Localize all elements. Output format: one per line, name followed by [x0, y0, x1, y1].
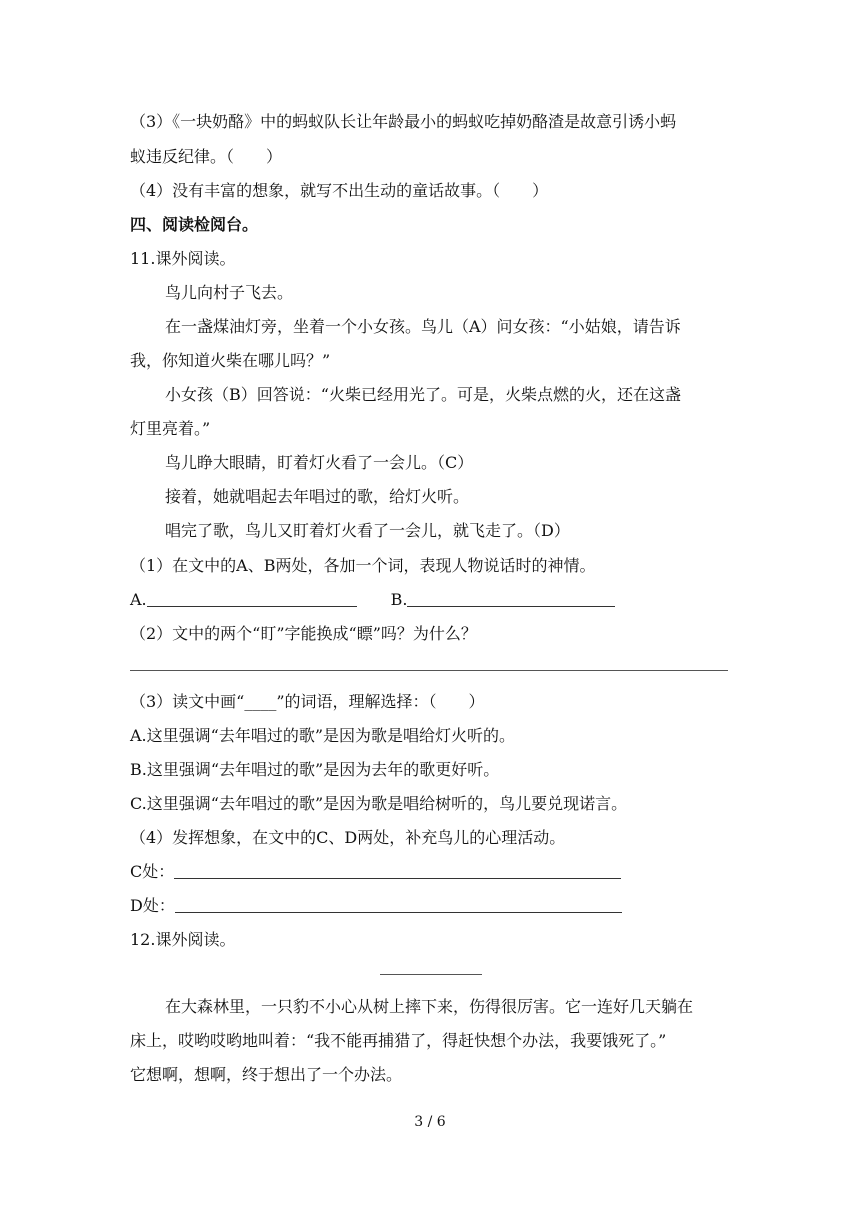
answer-line-D	[130, 896, 622, 916]
answer-blank-A[interactable]	[147, 590, 357, 607]
passage-12-line-3: 它想啊，想啊，终于想出了一个办法。	[130, 1065, 403, 1084]
page-number: 3 / 6	[414, 1114, 446, 1130]
answer-label-B: B.	[390, 590, 408, 609]
answer-label-A: A.	[130, 590, 147, 609]
question-3-3-line-1: （3）《一块奶酪》中的蚂蚁队长让年龄最小的蚂蚁吃掉奶酪渣是故意引诱小蚂	[130, 112, 677, 131]
question-3-4: （4）没有丰富的想象，就写不出生动的童话故事。（ ）	[130, 181, 549, 200]
question-3-3-line-2: 蚁违反纪律。（ ）	[130, 147, 283, 166]
passage-11-line-8: 唱完了歌，鸟儿又盯着灯火看了一会儿，就飞走了。（D）	[165, 521, 570, 540]
passage-11-line-7: 接着，她就唱起去年唱过的歌，给灯火听。	[165, 487, 470, 506]
passage-11-line-4: 小女孩（B）回答说：“火柴已经用光了。可是，火柴点燃的火，还在这盏	[165, 385, 681, 404]
question-11-1: （1）在文中的A、B两处，各加一个词，表现人物说话时的神情。	[130, 556, 596, 575]
question-11-4: （4）发挥想象，在文中的C、D两处，补充鸟儿的心理活动。	[130, 828, 566, 847]
answer-label-D: D处：	[130, 896, 175, 915]
passage-11-line-6: 鸟儿睁大眼睛，盯着灯火看了一会儿。（C）	[165, 453, 474, 472]
question-11-title: 11.课外阅读。	[130, 249, 236, 268]
passage-12-line-2: 床上，哎哟哎哟地叫着：“我不能再捕猎了，得赶快想个办法，我要饿死了。”	[130, 1031, 667, 1050]
answer-blank-B[interactable]	[407, 590, 615, 607]
question-11-2: （2）文中的两个“盯”字能换成“瞟”吗？为什么？	[130, 624, 477, 643]
option-A: A.这里强调“去年唱过的歌”是因为歌是唱给灯火听的。	[130, 726, 516, 745]
option-C: C.这里强调“去年唱过的歌”是因为歌是唱给树听的，鸟儿要兑现诺言。	[130, 794, 628, 813]
answer-blank-q11-2[interactable]	[130, 670, 728, 671]
passage-12-line-1: 在大森林里，一只豹不小心从树上摔下来，伤得很厉害。它一连好几天躺在	[165, 997, 694, 1016]
answer-line-A-B	[130, 590, 615, 610]
question-11-3: （3）读文中画“____”的词语，理解选择：（ ）	[130, 692, 485, 711]
section-4-title: 四、阅读检阅台。	[130, 215, 259, 234]
answer-blank-C[interactable]	[174, 862, 621, 879]
answer-label-C: C处：	[130, 862, 175, 881]
answer-blank-D[interactable]	[175, 896, 622, 913]
passage-11-line-3: 我，你知道火柴在哪儿吗？”	[130, 351, 331, 370]
answer-line-C	[130, 862, 621, 882]
passage-11-line-2: 在一盏煤油灯旁，坐着一个小女孩。鸟儿（A）问女孩：“小姑娘，请告诉	[165, 317, 681, 336]
passage-11-line-5: 灯里亮着。”	[130, 419, 211, 438]
passage-11-line-1: 鸟儿向村子飞去。	[165, 283, 294, 302]
title-blank-q12[interactable]	[380, 974, 482, 975]
option-B: B.这里强调“去年唱过的歌”是因为去年的歌更好听。	[130, 760, 500, 779]
question-12-title: 12.课外阅读。	[130, 930, 236, 949]
